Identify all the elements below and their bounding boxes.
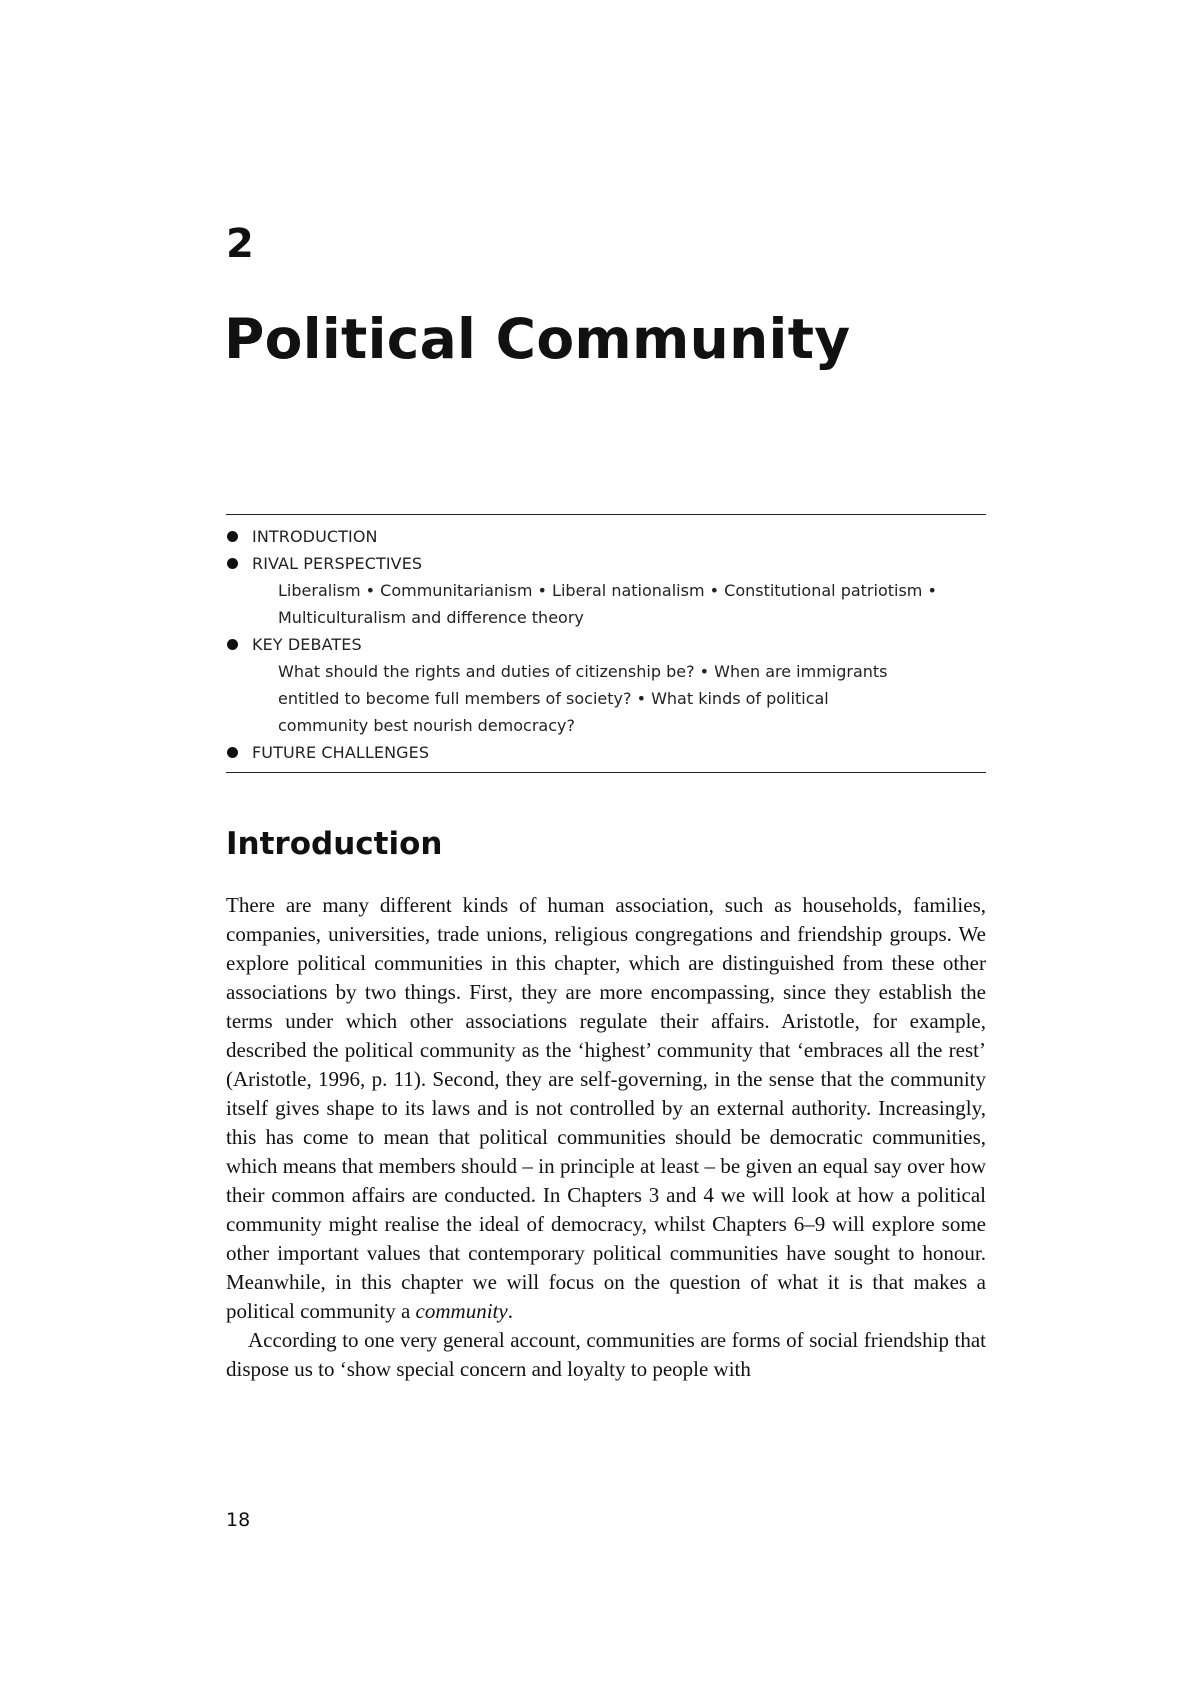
bullet-icon [227, 639, 238, 650]
contents-item-subtopics [226, 658, 986, 739]
contents-item-key-debates [226, 631, 986, 658]
paragraph-text-end: . [507, 1299, 513, 1323]
paragraph [226, 891, 986, 1326]
contents-item-subtopics-text: Liberalism • Communitarianism • Liberal nationalism • Constitutional patriotism • Multiculturalism and difference theory [278, 581, 937, 627]
contents-item-label: FUTURE CHALLENGES [252, 743, 430, 762]
contents-item-label: KEY DEBATES [252, 635, 362, 654]
body-text [226, 891, 986, 1384]
chapter-contents-list [226, 515, 986, 766]
contents-item-future-challenges [226, 739, 986, 766]
contents-item-subtopics-text: What should the rights and duties of citizenship be? • When are immigrants entitled to become full members of society? • What kinds of political community best nourish democracy? [278, 662, 888, 735]
page-number: 18 [226, 1509, 251, 1531]
section-heading: Introduction [226, 826, 443, 862]
contents-item-label: RIVAL PERSPECTIVES [252, 554, 423, 573]
paragraph: According to one very general account, communities are forms of social friendship that dispose us to ‘show special concern and loyalty to people with [226, 1328, 986, 1381]
paragraph-text: There are many different kinds of human association, such as households, families, companies, universities, trade unions, religious congregations and friendship groups. We explore political communities in this chapter, which are distinguished from these other associations by two things. First, they are more encompassing, since they establish the terms under which other associations regulate their affairs. Aristotle, for example, described the political community as the ‘highest’ community that ‘embraces all the rest’ (Aristotle, 1996, p. 11). Second, they are self-governing, in the sense that the community itself gives shape to its laws and is not controlled by an external authority. Increasingly, this has come to mean that political communities should be democratic communities, which means that members should – in principle at least – be given an equal say over how their common affairs are conducted. In Chapters 3 and 4 we will look at how a political community might realise the ideal of democracy, whilst Chapters 6–9 will explore some other important values that contemporary political communities have sought to honour. Meanwhile, in this chapter we will focus on the question of what it is that makes a political community a [226, 893, 986, 1323]
bullet-icon [227, 531, 238, 542]
contents-item-rival-perspectives [226, 550, 986, 577]
chapter-number: 2 [226, 221, 254, 267]
bullet-icon [227, 747, 238, 758]
emphasis-text: community [415, 1299, 508, 1323]
contents-item-subtopics [226, 577, 986, 631]
contents-item-introduction [226, 523, 986, 550]
chapter-title: Political Community [224, 307, 851, 371]
chapter-contents-box [226, 514, 986, 773]
bullet-icon [227, 558, 238, 569]
contents-item-label: INTRODUCTION [252, 527, 378, 546]
